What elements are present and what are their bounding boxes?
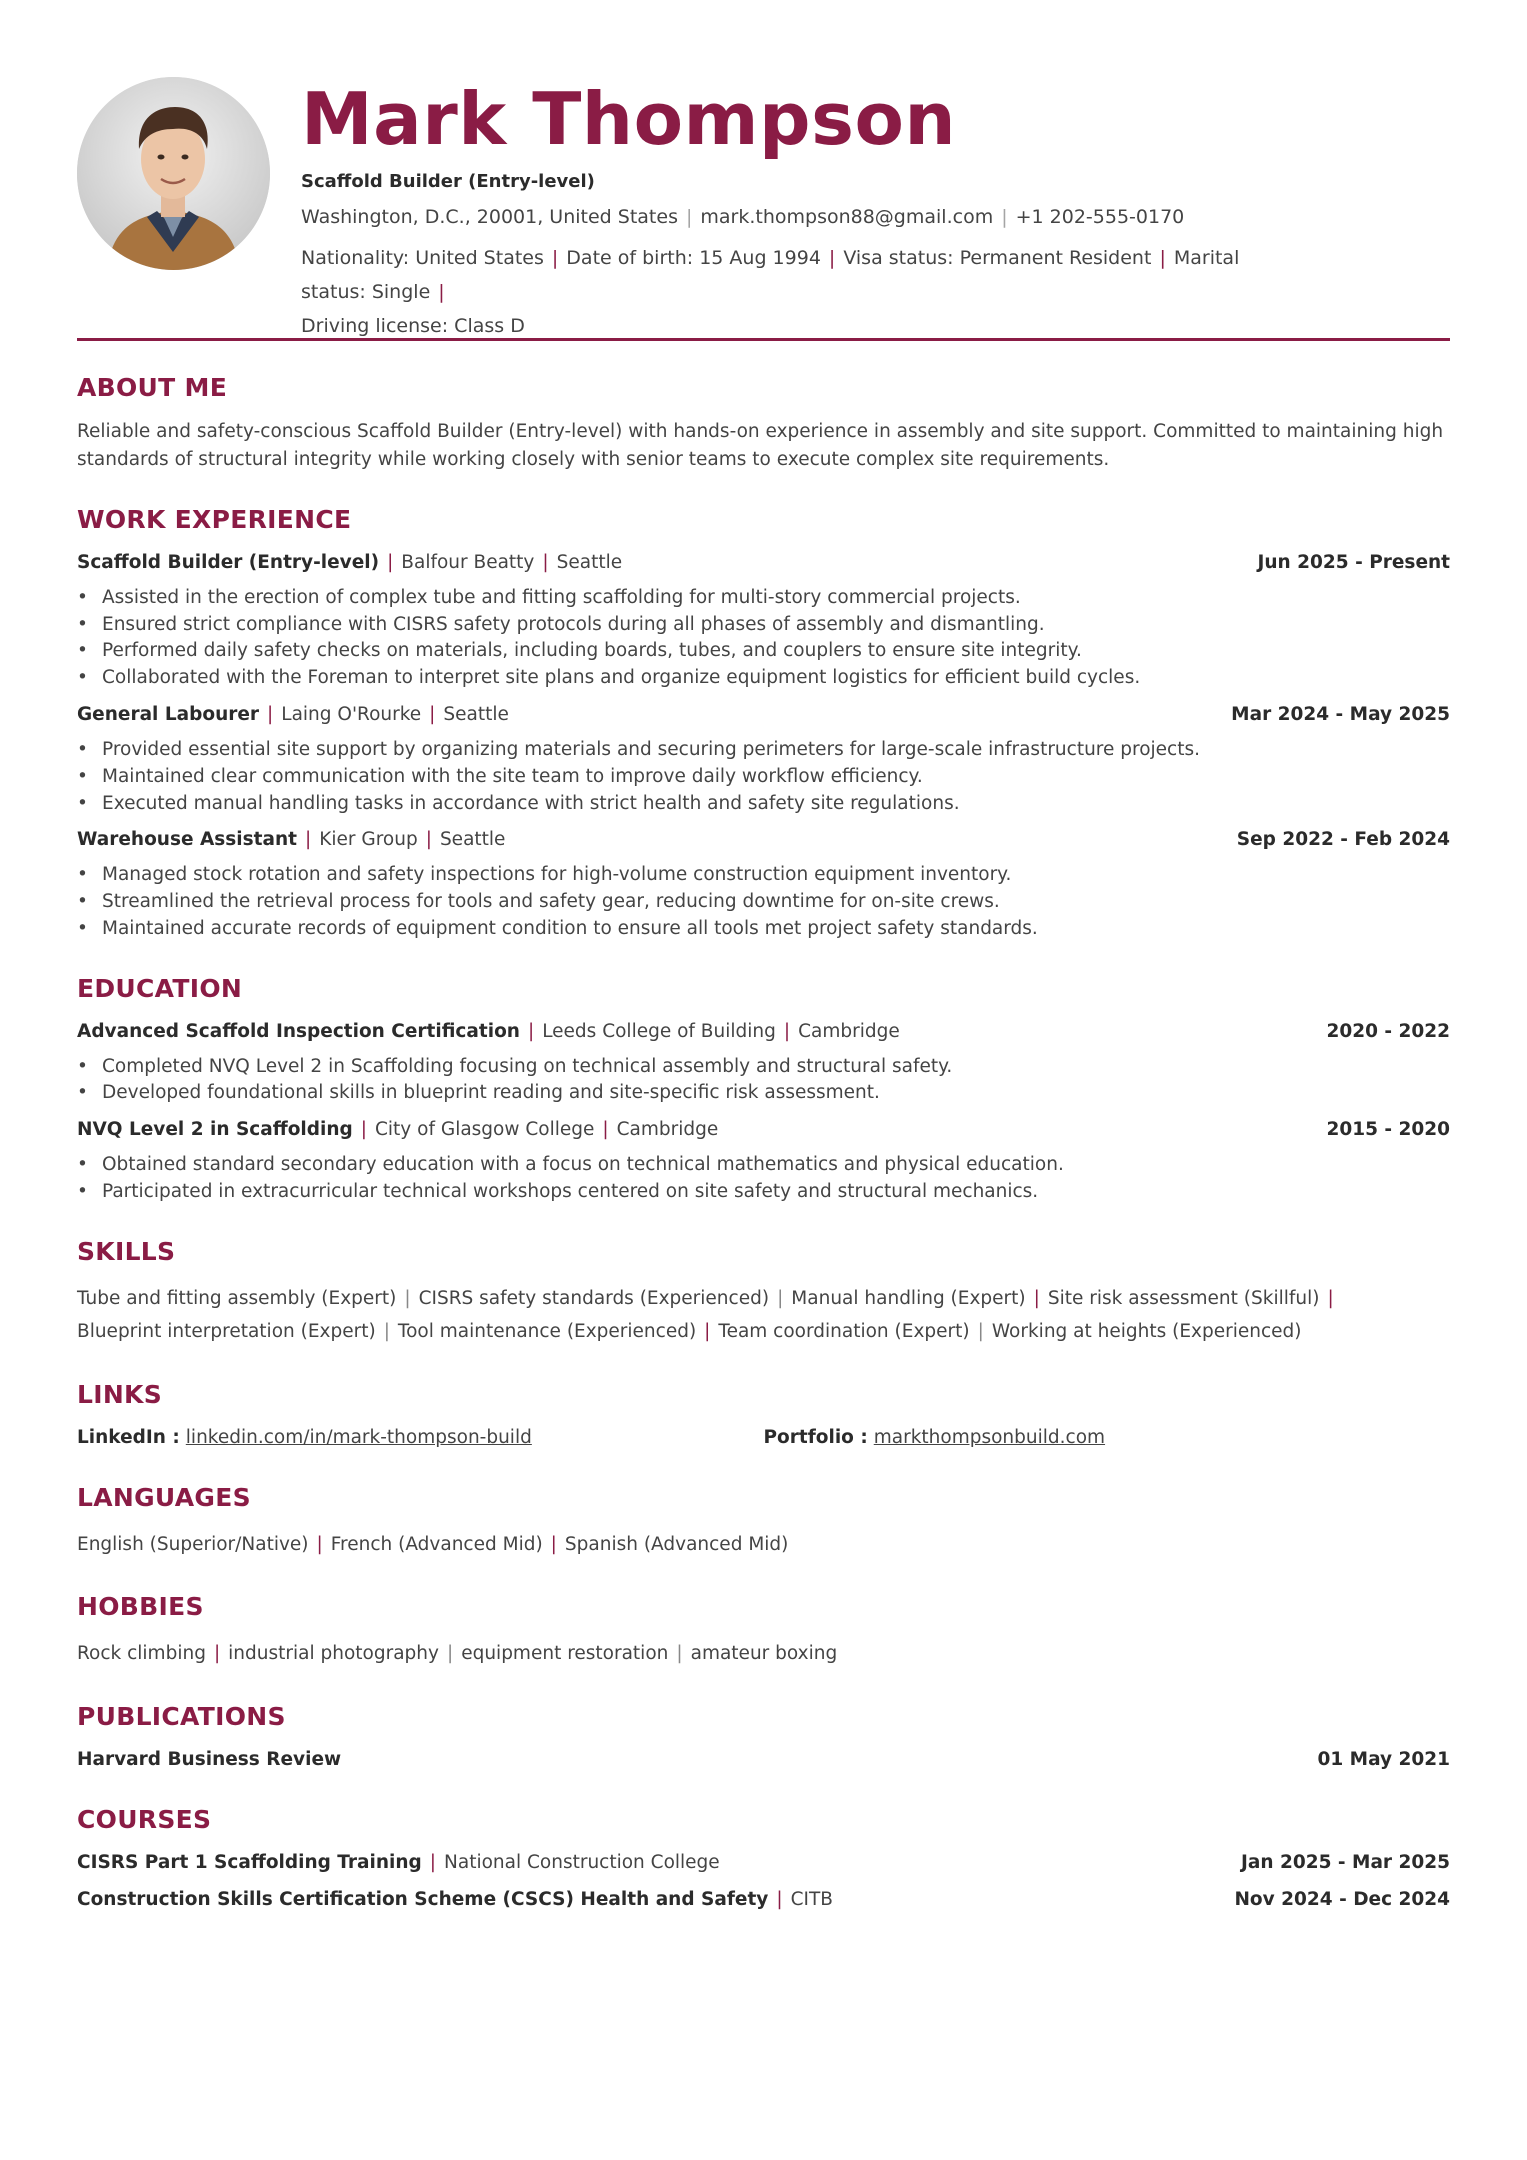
separator: |: [977, 1321, 984, 1343]
course-name: Construction Skills Certification Scheme (CSCS) Health and Safety: [77, 1888, 769, 1910]
publications-section: [77, 1699, 1450, 1774]
skill-item: Team coordination (Expert): [718, 1321, 970, 1343]
course-entry: [77, 1887, 1450, 1914]
hobby-item: equipment restoration: [461, 1643, 669, 1665]
detail-visa-label: Visa status:: [843, 246, 954, 269]
entry-header: [77, 1887, 1450, 1914]
company: Balfour Beatty: [401, 552, 535, 573]
separator: |: [429, 1852, 437, 1873]
detail-dob-label: Date of birth:: [566, 246, 694, 269]
bullet-item: • Managed stock rotation and safety inspections for high-volume construction equipment inventory.: [77, 862, 1450, 889]
separator: |: [676, 1643, 683, 1665]
bullet-item: • Collaborated with the Foreman to interpret site plans and organize equipment logistics for efficient build cycles.: [77, 665, 1450, 692]
separator: |: [316, 1533, 323, 1555]
entry-header: [77, 1019, 1450, 1046]
date-range: Jan 2025 - Mar 2025: [1241, 1852, 1450, 1873]
address: Washington, D.C., 20001, United States: [301, 206, 678, 229]
separator: |: [685, 206, 693, 229]
section-title: PUBLICATIONS: [77, 1701, 286, 1731]
skill-item: Working at heights (Experienced): [991, 1321, 1302, 1343]
job-title: Scaffold Builder (Entry-level): [77, 552, 380, 573]
links-row: [77, 1425, 1450, 1452]
personal-details: [301, 241, 1381, 344]
language-item: French (Advanced Mid): [330, 1533, 543, 1555]
publication-date: 01 May 2021: [1317, 1748, 1450, 1770]
entry-header: [77, 1117, 1450, 1144]
section-title: ABOUT ME: [77, 373, 228, 402]
school: City of Glasgow College: [375, 1119, 595, 1141]
course-provider: National Construction College: [444, 1852, 720, 1873]
profile-photo: [77, 77, 270, 270]
detail-license-label: Driving license:: [301, 315, 449, 338]
detail-marital-value: Single: [371, 281, 431, 304]
bullet-list: [77, 737, 1450, 817]
person-portrait-icon: [77, 77, 270, 270]
separator: |: [404, 1287, 411, 1309]
contact-line: [301, 205, 1401, 231]
bullet-item: • Performed daily safety checks on materials, including boards, tubes, and couplers to ensure site integrity.: [77, 638, 1450, 665]
separator: |: [828, 246, 836, 269]
separator: |: [776, 1888, 783, 1910]
separator: |: [1033, 1287, 1040, 1309]
linkedin-link[interactable]: linkedin.com/in/mark-thompson-build: [185, 1426, 532, 1448]
detail-dob-value: 15 Aug 1994: [699, 246, 821, 269]
separator: |: [446, 1643, 454, 1665]
bullet-list: [77, 1054, 1450, 1108]
hobby-item: amateur boxing: [690, 1643, 838, 1665]
separator: |: [1327, 1287, 1334, 1309]
skill-item: Manual handling (Expert): [791, 1287, 1026, 1309]
separator: |: [704, 1321, 711, 1343]
skills-section: [77, 1234, 1450, 1349]
job-title: Warehouse Assistant: [77, 829, 297, 851]
skill-item: Tube and fitting assembly (Expert): [77, 1287, 397, 1309]
entry-header: [77, 1747, 1450, 1774]
school: Leeds College of Building: [542, 1020, 776, 1042]
courses-section: [77, 1802, 1450, 1914]
separator: |: [438, 281, 445, 304]
separator: |: [1159, 246, 1166, 269]
detail-visa-value: Permanent Resident: [959, 246, 1152, 269]
bullet-item: • Completed NVQ Level 2 in Scaffolding focusing on technical assembly and structural safety.: [77, 1054, 1450, 1081]
company: Laing O'Rourke: [281, 704, 422, 726]
date-range: Nov 2024 - Dec 2024: [1234, 1888, 1450, 1910]
entry-header: [77, 702, 1450, 729]
separator: |: [550, 1533, 557, 1555]
separator: |: [777, 1287, 784, 1309]
resume-header: [77, 0, 1450, 342]
location: Seattle: [556, 552, 623, 573]
location: Cambridge: [616, 1119, 719, 1141]
work-entry: [77, 702, 1450, 817]
separator: |: [305, 829, 312, 851]
bullet-item: • Developed foundational skills in blueprint reading and site-specific risk assessment.: [77, 1080, 1450, 1107]
link-linkedin: [77, 1425, 764, 1452]
detail-marital-label: Marital status:: [301, 246, 1240, 304]
link-label: Portfolio: [763, 1426, 854, 1448]
bullet-item: • Maintained clear communication with the site team to improve daily workflow efficiency.: [77, 764, 1450, 791]
work-entry: [77, 550, 1450, 692]
header-divider: [77, 338, 1450, 341]
separator: |: [360, 1119, 367, 1141]
publication-name: Harvard Business Review: [77, 1748, 342, 1770]
entry-header: [77, 550, 1450, 577]
bullet-item: • Obtained standard secondary education with a focus on technical mathematics and physical education.: [77, 1152, 1450, 1179]
phone[interactable]: +1 202-555-0170: [1015, 206, 1185, 229]
detail-license-value: Class D: [454, 315, 525, 338]
section-title: HOBBIES: [77, 1592, 204, 1622]
bullet-item: • Assisted in the erection of complex tube and fitting scaffolding for multi-story commercial projects.: [77, 585, 1450, 612]
bullet-item: • Maintained accurate records of equipment condition to ensure all tools met project safety standards.: [77, 916, 1450, 943]
link-colon: :: [853, 1426, 868, 1448]
links-section: [77, 1377, 1450, 1452]
course-entry: [77, 1850, 1450, 1877]
section-title: COURSES: [77, 1804, 212, 1834]
separator: |: [602, 1119, 609, 1141]
entry-header: [77, 827, 1450, 854]
location: Seattle: [443, 704, 509, 726]
date-range: 2015 - 2020: [1326, 1119, 1450, 1141]
skill-item: Tool maintenance (Experienced): [397, 1321, 697, 1343]
hobbies-list: [77, 1637, 1450, 1670]
skill-item: Blueprint interpretation (Expert): [77, 1321, 376, 1343]
location: Cambridge: [798, 1020, 900, 1042]
hobby-item: Rock climbing: [77, 1643, 206, 1665]
separator: |: [783, 1020, 791, 1042]
bullet-item: • Streamlined the retrieval process for tools and safety gear, reducing downtime for on-site crews.: [77, 889, 1450, 916]
section-title: SKILLS: [77, 1236, 176, 1266]
portfolio-link[interactable]: markthompsonbuild.com: [873, 1426, 1106, 1448]
bullet-item: • Ensured strict compliance with CISRS safety protocols during all phases of assembly and dismantling.: [77, 612, 1450, 639]
separator: |: [1001, 206, 1008, 229]
education-entry: [77, 1019, 1450, 1107]
language-item: English (Superior/Native): [77, 1533, 309, 1555]
separator: |: [551, 246, 559, 269]
section-title: EDUCATION: [77, 973, 243, 1003]
candidate-headline: Scaffold Builder (Entry-level): [301, 171, 595, 193]
link-portfolio: [764, 1425, 1451, 1452]
link-label: LinkedIn: [77, 1426, 166, 1448]
bullet-item: • Provided essential site support by organizing materials and securing perimeters for large-scale infrastructure projects.: [77, 737, 1450, 764]
candidate-name: Mark Thompson: [301, 77, 957, 161]
email[interactable]: mark.thompson88@gmail.com: [700, 206, 994, 229]
bullet-list: [77, 862, 1450, 942]
separator: |: [387, 552, 394, 573]
bullet-item: • Participated in extracurricular technical workshops centered on site safety and structural mechanics.: [77, 1179, 1450, 1206]
detail-nationality-value: United States: [415, 246, 544, 269]
separator: |: [425, 829, 432, 851]
degree: NVQ Level 2 in Scaffolding: [77, 1119, 353, 1141]
separator: |: [429, 704, 436, 726]
skill-item: Site risk assessment (Skillful): [1047, 1287, 1320, 1309]
detail-nationality-label: Nationality:: [301, 246, 410, 269]
bullet-item: • Executed manual handling tasks in accordance with strict health and safety site regulations.: [77, 791, 1450, 818]
entry-header: [77, 1850, 1450, 1877]
education-entry: [77, 1117, 1450, 1205]
language-item: Spanish (Advanced Mid): [564, 1533, 789, 1555]
languages-section: [77, 1480, 1450, 1562]
hobby-item: industrial photography: [228, 1643, 439, 1665]
course-provider: CITB: [790, 1888, 833, 1910]
bullet-list: [77, 1152, 1450, 1206]
course-name: CISRS Part 1 Scaffolding Training: [77, 1852, 422, 1873]
section-title: LINKS: [77, 1379, 163, 1409]
about-text: Reliable and safety-conscious Scaffold Builder (Entry-level) with hands-on experience in assembly and site support. Committed to maintaining high standards of structural integrity while working closely with senior teams to execute complex site requirements.: [77, 421, 1444, 470]
date-range: 2020 - 2022: [1326, 1020, 1450, 1042]
skill-item: CISRS safety standards (Experienced): [418, 1287, 770, 1309]
degree: Advanced Scaffold Inspection Certification: [77, 1020, 520, 1042]
separator: |: [527, 1020, 535, 1042]
separator: |: [213, 1643, 221, 1665]
date-range: Sep 2022 - Feb 2024: [1236, 829, 1450, 851]
header-info: [301, 77, 1401, 343]
company: Kier Group: [319, 829, 418, 851]
separator: |: [542, 552, 549, 573]
date-range: Jun 2025 - Present: [1257, 552, 1450, 573]
bullet-list: [77, 585, 1450, 692]
job-title: General Labourer: [77, 704, 260, 726]
section-title: LANGUAGES: [77, 1482, 251, 1512]
separator: |: [383, 1321, 390, 1343]
languages-list: [77, 1528, 1450, 1561]
separator: |: [267, 704, 274, 726]
link-colon: :: [165, 1426, 180, 1448]
location: Seattle: [439, 829, 506, 851]
hobbies-section: [77, 1589, 1450, 1671]
skills-list: [77, 1282, 1450, 1349]
work-entry: [77, 827, 1450, 942]
publication-entry: [77, 1747, 1450, 1774]
section-title: WORK EXPERIENCE: [77, 504, 352, 534]
date-range: Mar 2024 - May 2025: [1231, 704, 1450, 726]
education-section: [77, 971, 1450, 1206]
about-section: [77, 370, 1450, 474]
work-section: [77, 502, 1450, 943]
